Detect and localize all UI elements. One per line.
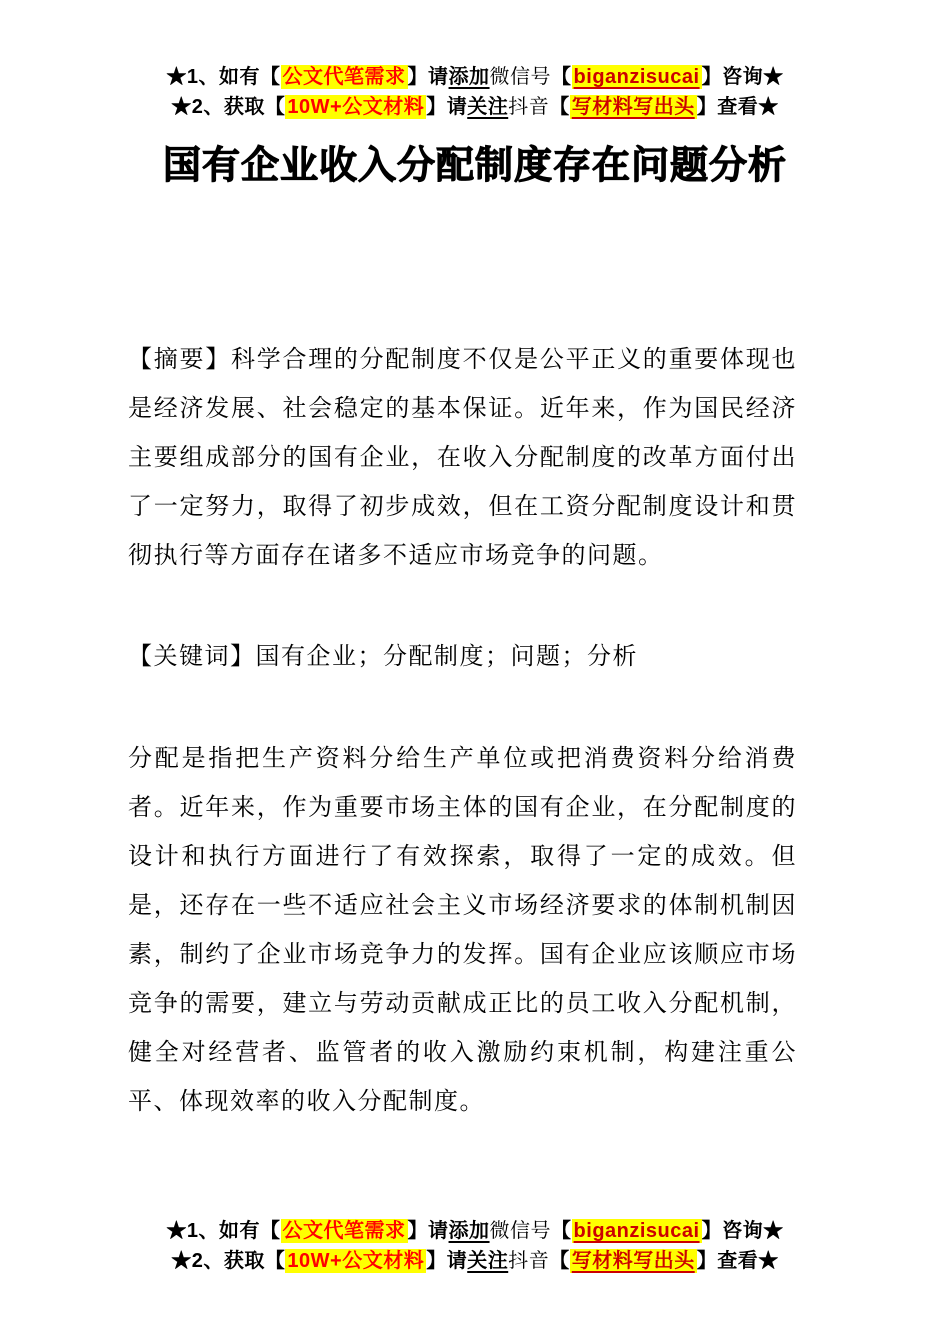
promo-segment: 10W+公文材料	[287, 96, 425, 118]
promo-segment: 【	[549, 96, 570, 118]
promo-segment: 添加	[448, 1220, 490, 1242]
keywords-paragraph	[128, 632, 797, 681]
promo-segment: ★1、如有【	[166, 66, 281, 88]
promo-header-line-1	[0, 62, 950, 92]
promo-segment: 】咨询★	[701, 66, 784, 88]
promo-segment: 抖音	[508, 96, 550, 118]
body-paragraph: 分配是指把生产资料分给生产单位或把消费资料分给消费者。近年来，作为重要市场主体的国有企业，在分配制度的设计和执行方面进行了有效探索，取得了一定的成效。但是，还存在一些不适应社会主义市场经济要求的体制机制因素，制约了企业市场竞争力的发挥。国有企业应该顺应市场竞争的需要，建立与劳动贡献成正比的员工收入分配机制，健全对经营者、监管者的收入激励约束机制，构建注重公平、体现效率的收入分配制度。	[128, 745, 797, 1115]
document-title: 国有企业收入分配制度存在问题分析	[162, 145, 787, 187]
promo-segment: ★2、获取【	[171, 1250, 286, 1272]
promo-segment: 微信号	[489, 66, 552, 88]
promo-segment: 【	[551, 1220, 572, 1242]
promo-segment: 【	[549, 1250, 570, 1272]
promo-segment: 抖音	[508, 1250, 550, 1272]
promo-segment: 公文代笔需求	[282, 1220, 406, 1242]
abstract-label: 【摘要】	[128, 346, 231, 373]
promo-header	[0, 62, 950, 122]
promo-segment: 】请	[407, 1220, 449, 1242]
promo-segment: 添加	[448, 66, 490, 88]
promo-segment: 】请	[426, 96, 468, 118]
promo-segment: 【	[551, 66, 572, 88]
promo-footer	[0, 1216, 950, 1276]
keywords-text: 国有企业；分配制度；问题；分析	[255, 643, 638, 670]
abstract-paragraph	[128, 335, 797, 580]
promo-segment: 关注	[467, 1250, 509, 1272]
promo-footer-line-1	[0, 1216, 950, 1246]
promo-segment: 写材料写出头	[571, 96, 695, 118]
promo-segment: 】请	[407, 66, 449, 88]
promo-segment: ★2、获取【	[171, 96, 286, 118]
promo-segment: 公文代笔需求	[282, 66, 406, 88]
promo-segment: biganzisucai	[573, 66, 700, 88]
promo-segment: ★1、如有【	[166, 1220, 281, 1242]
promo-segment: 】查看★	[696, 1250, 779, 1272]
promo-footer-line-2	[0, 1246, 950, 1276]
promo-segment: 】咨询★	[701, 1220, 784, 1242]
promo-segment: 微信号	[489, 1220, 552, 1242]
promo-header-line-2	[0, 92, 950, 122]
promo-segment: 写材料写出头	[571, 1250, 695, 1272]
abstract-text: 科学合理的分配制度不仅是公平正义的重要体现也是经济发展、社会稳定的基本保证。近年来，作为国民经济主要组成部分的国有企业，在收入分配制度的改革方面付出了一定努力，取得了初步成效，但在工资分配制度设计和贯彻执行等方面存在诸多不适应市场竞争的问题。	[128, 346, 798, 569]
promo-segment: 10W+公文材料	[287, 1250, 425, 1272]
keywords-label: 【关键词】	[128, 643, 256, 670]
promo-segment: 】查看★	[696, 96, 779, 118]
promo-segment: 关注	[467, 96, 509, 118]
promo-segment: biganzisucai	[573, 1220, 700, 1242]
promo-segment: 】请	[426, 1250, 468, 1272]
